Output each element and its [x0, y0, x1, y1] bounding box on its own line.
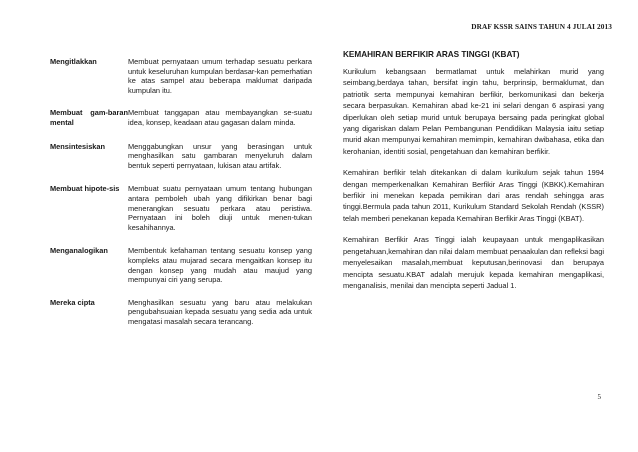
paragraph: Kemahiran berfikir telah ditekankan di dalam kurikulum sejak tahun 1994 dengan memperkenalkan Kemahiran Berfikir Aras Tinggi (KBKK).Kemahiran berfikir ini menekan kepada pemikiran dari aras rendah sehingga aras tinggi.Bermula pada tahun 2011, Kurikulum Standard Sekolah Rendah (KSSR) telah memberi penekanan kepada Kemahiran Berfikir Aras Tinggi (KBAT). [343, 168, 604, 223]
term-definition: Membuat suatu pernyataan umum tentang hubungan antara pemboleh ubah yang difikirkan benar bagi menerangkan sesuatu perkara atau peristiwa. Pernyataan ini boleh diuji untuk menen-tukan kesahihannya. [128, 184, 312, 232]
document-header: DRAF KSSR SAINS TAHUN 4 JULAI 2013 [471, 22, 612, 31]
term-definition: Menghasilkan sesuatu yang baru atau melakukan pengubahsuaian kepada sesuatu yang sedia ada untuk mengatasi masalah secara terancang. [128, 297, 312, 326]
term-row [50, 108, 312, 127]
term-label: Mereka cipta [50, 297, 95, 307]
term-row [50, 184, 312, 232]
term-row [50, 57, 312, 95]
term-definition: Membuat tanggapan atau membayangkan se-suatu idea, konsep, keadaan atau gagasan dalam minda. [128, 108, 312, 127]
term-label: Menganalogikan [50, 246, 108, 256]
term-label: Mensintesiskan [50, 141, 106, 151]
term-definition: Menggabungkan unsur yang berasingan untuk menghasilkan satu gambaran menyeluruh dalam bentuk seperti pernyataan, lukisan atau artifak. [128, 141, 312, 170]
terms-table [50, 57, 312, 326]
section-heading: KEMAHIRAN BERFIKIR ARAS TINGGI (KBAT) [343, 50, 520, 59]
term-row [50, 142, 312, 171]
page-number: 5 [597, 393, 601, 401]
kbat-section [343, 50, 604, 301]
term-label: Membuat hipote-sis [50, 184, 120, 194]
paragraph: Kemahiran Berfikir Aras Tinggi ialah keupayaan untuk mengaplikasikan pengetahuan,kemahiran dan nilai dalam membuat penaakulan dan refleksi bagi menyelesaikan masalah,membuat keputusan,berinovasi dan berupaya mencipta sesuatu.KBAT adalah merujuk kepada kemahiran mengaplikasi, menganalisis, menilai dan mencipta seperti Jadual 1. [343, 235, 604, 290]
term-definition: Membuat pernyataan umum terhadap sesuatu perkara untuk keseluruhan kumpulan berdasar-kan pemerhatian ke atas sampel atau beberapa maklumat daripada kumpulan itu. [128, 57, 312, 95]
term-row [50, 298, 312, 327]
paragraph: Kurikulum kebangsaan bermatlamat untuk melahirkan murid yang seimbang,berdaya tahan, bersifat ingin tahu, berprinsip, bermaklumat, dan patriotik serta mempunyai kemahiran berfikir, berkomunikasi dan bekerja secara berpasukan. Kemahiran abad ke-21 ini selari dengan 6 aspirasi yang diperlukan oleh setiap murid untuk berupaya bersaing pada peringkat global yang digariskan dalam Pelan Pembangunan Pendidikan Malaysia iaitu setiap murid akan mempunyai kemahiran memimpin, kemahiran dwibahasa, etika dan kerohanian, identiti sosial, pengetahuan dan kemahiran berfikir. [343, 67, 604, 156]
term-label: Membuat gam-baran mental [50, 108, 128, 127]
term-label: Mengitlakkan [50, 57, 97, 66]
term-definition: Membentuk kefahaman tentang sesuatu konsep yang kompleks atau mujarad secara mengaitkan konsep itu dengan konsep yang mudah atau maujud yang mempunyai ciri yang serupa. [128, 246, 312, 285]
term-row [50, 246, 312, 284]
